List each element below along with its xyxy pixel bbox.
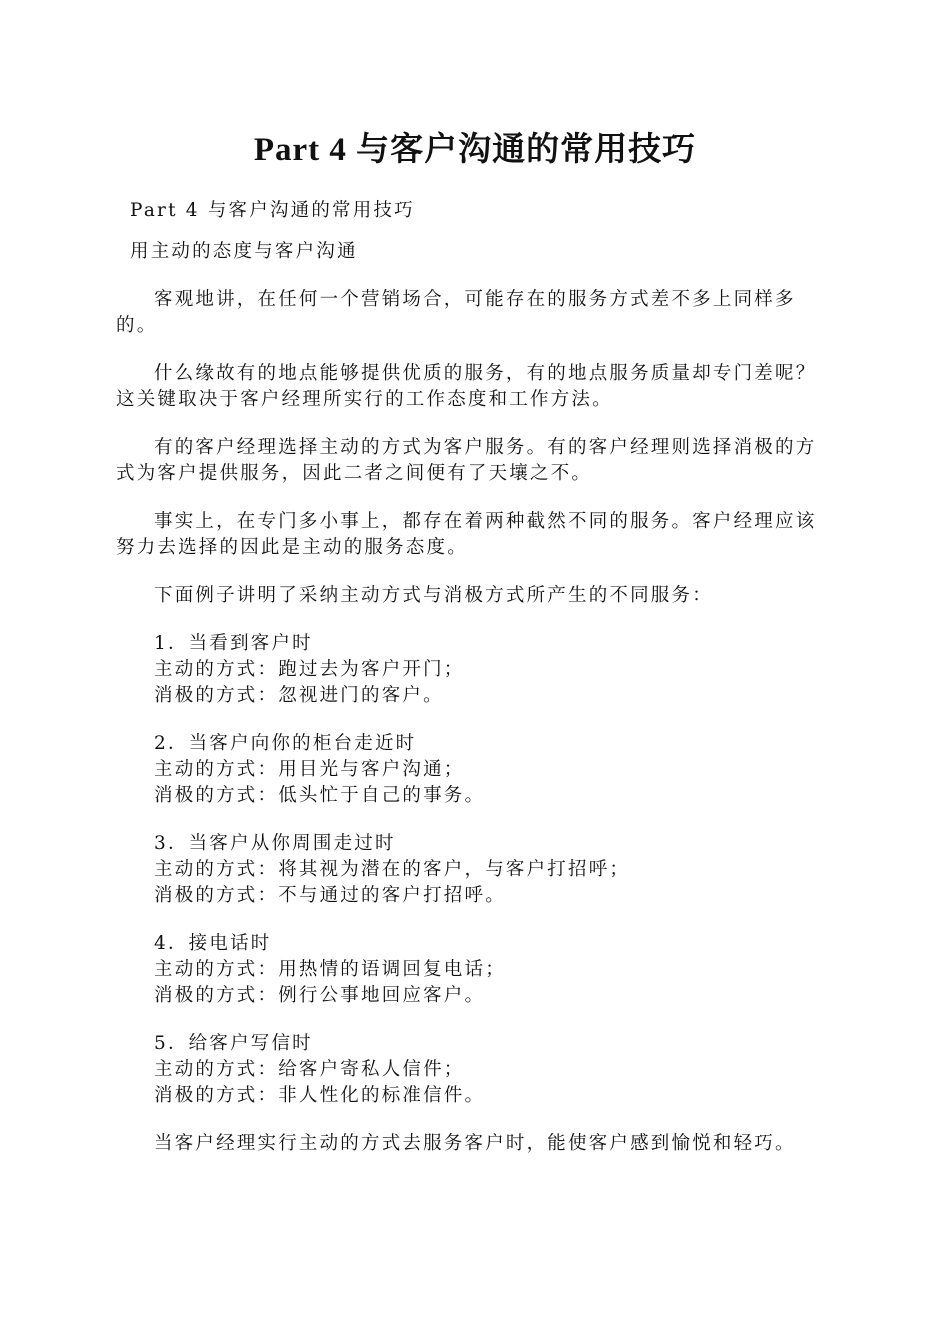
example-item	[116, 931, 828, 1009]
paragraph: 有的客户经理选择主动的方式为客户服务。有的客户经理则选择消极的方式为客户提供服务，因此二者之间便有了天壤之不。	[116, 437, 817, 484]
example-item	[116, 1031, 828, 1109]
example-heading: 2．当客户向你的柜台走近时	[154, 733, 417, 754]
example-heading: 3．当客户从你周围走过时	[154, 833, 396, 854]
example-item	[116, 831, 828, 909]
example-heading: 1．当看到客户时	[154, 633, 313, 654]
document-subtitle: Part 4 与客户沟通的常用技巧	[130, 200, 415, 221]
example-heading: 5．给客户写信时	[154, 1033, 313, 1054]
example-active: 主动的方式：将其视为潜在的客户，与客户打招呼；	[154, 859, 631, 880]
paragraph: 客观地讲，在任何一个营销场合，可能存在的服务方式差不多上同样多的。	[116, 289, 796, 336]
example-passive: 消极的方式：非人性化的标准信件。	[154, 1085, 486, 1106]
example-passive: 消极的方式：忽视进门的客户。	[154, 685, 444, 706]
paragraph: 事实上，在专门多小事上，都存在着两种截然不同的服务。客户经理应该努力去选择的因此是主动的服务态度。	[116, 511, 817, 558]
example-passive: 消极的方式：低头忙于自己的事务。	[154, 785, 486, 806]
example-active: 主动的方式：给客户寄私人信件；	[154, 1059, 465, 1080]
example-active: 主动的方式：用目光与客户沟通；	[154, 759, 465, 780]
example-heading: 4．接电话时	[154, 933, 272, 954]
example-active: 主动的方式：跑过去为客户开门；	[154, 659, 465, 680]
example-item	[116, 731, 828, 809]
example-item	[116, 631, 828, 709]
document-body	[116, 198, 828, 1157]
section-heading: 用主动的态度与客户沟通	[130, 241, 358, 262]
document-title: Part 4 与客户沟通的常用技巧	[253, 132, 697, 168]
example-passive: 消极的方式：不与通过的客户打招呼。	[154, 885, 506, 906]
paragraph: 什么缘故有的地点能够提供优质的服务，有的地点服务质量却专门差呢？这关键取决于客户经理所实行的工作态度和工作方法。	[116, 363, 817, 410]
closing-paragraph: 当客户经理实行主动的方式去服务客户时，能使客户感到愉悦和轻巧。	[154, 1133, 796, 1154]
example-passive: 消极的方式：例行公事地回应客户。	[154, 985, 486, 1006]
example-active: 主动的方式：用热情的语调回复电话；	[154, 959, 506, 980]
paragraph: 下面例子讲明了采纳主动方式与消极方式所产生的不同服务：	[154, 585, 713, 606]
